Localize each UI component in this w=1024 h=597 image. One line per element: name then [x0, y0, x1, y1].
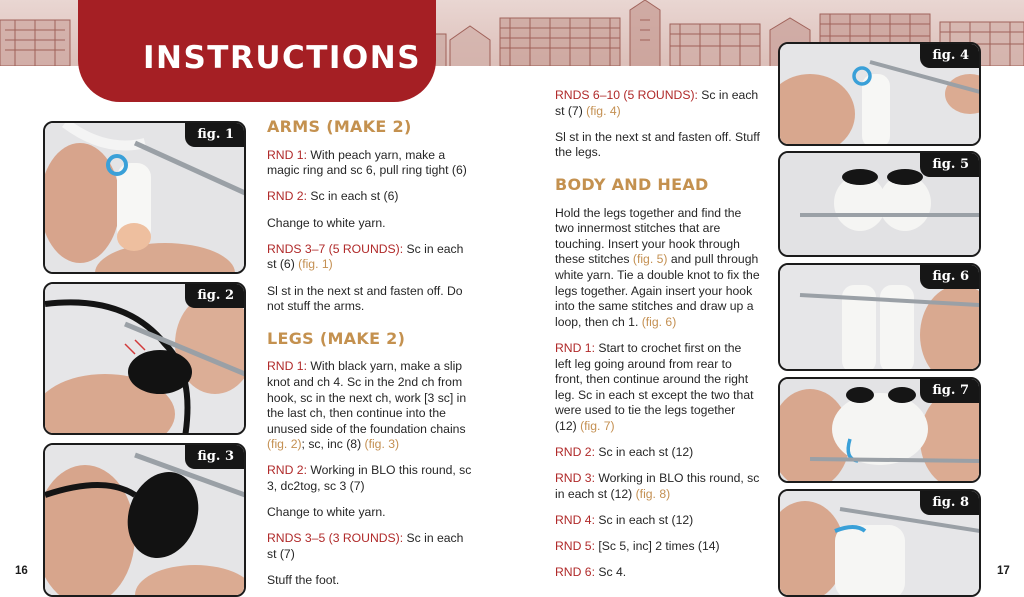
body-text: Hold the legs together and find the two innermost stitches that are touching. Insert your hook through these stitches: [555, 205, 742, 267]
fig-reference: (fig. 2): [267, 437, 302, 452]
arms-finish: Sl st in the next st and fasten off. Do not stuff the arms.: [267, 283, 463, 314]
round-label: RND 2:: [267, 463, 307, 478]
round-text: Start to crochet first on the left leg going around from rear to front, then continue around the right leg. Sc in each st except the two that were used to tie the legs together (12): [555, 340, 754, 433]
arms-change-yarn: Change to white yarn.: [267, 215, 386, 230]
round-text: Working in BLO this round, sc in each st (12): [555, 471, 760, 501]
page-title: INSTRUCTIONS: [143, 40, 422, 76]
fig-2-label: fig. 2: [185, 284, 244, 308]
round-text: Sc in each st (6): [306, 189, 399, 204]
arms-rnd1: [267, 148, 475, 179]
body-rnd4: [555, 513, 760, 529]
fig-reference: (fig. 1): [298, 257, 333, 272]
fig-reference: (fig. 3): [364, 437, 400, 452]
body-heading: BODY AND HEAD: [555, 174, 709, 194]
figure-6-photo: [778, 263, 981, 371]
fig-reference: (fig. 6): [641, 314, 677, 329]
round-text: Sc in each st (6): [267, 241, 464, 272]
legs-rnd2: [267, 463, 475, 494]
figure-5-photo: [778, 151, 981, 257]
fig-reference: (fig. 8): [635, 486, 671, 501]
round-label: RND 3:: [555, 471, 595, 486]
body-intro: [555, 206, 760, 331]
figure-3-photo: [43, 443, 246, 597]
body-rnd5: [555, 539, 760, 555]
fig-1-label: fig. 1: [185, 123, 244, 147]
arms-rnd2: [267, 189, 475, 205]
round-text: Sc in each st (7): [555, 88, 759, 118]
legs-rnd1: [267, 359, 475, 453]
legs-change-yarn: Change to white yarn.: [267, 505, 386, 520]
arms-rnds-3-7: [267, 242, 475, 273]
legs-stuff-foot: Stuff the foot.: [267, 573, 340, 588]
round-label: RND 4:: [555, 513, 595, 528]
legs-rnds-6-10: [555, 88, 760, 119]
column-arms-legs: [267, 119, 475, 597]
column-body-head: [555, 88, 760, 592]
round-label: RNDS 3–5 (3 ROUNDS):: [267, 531, 404, 546]
round-label: RND 1:: [267, 359, 307, 374]
page-number-left: 16: [15, 565, 28, 577]
fig-reference: (fig. 5): [632, 252, 668, 267]
round-label: RNDS 3–7 (5 ROUNDS):: [267, 241, 404, 256]
round-label: RND 5:: [555, 539, 595, 554]
round-label: RND 6:: [555, 565, 595, 580]
round-text: ; sc, inc (8): [301, 437, 365, 452]
fig-6-label: fig. 6: [920, 265, 979, 289]
legs-finish: Sl st in the next st and fasten off. Stuff the legs.: [555, 129, 760, 160]
fig-7-label: fig. 7: [920, 379, 979, 403]
round-text: Sc 4.: [594, 565, 627, 580]
body-rnd1: [555, 341, 760, 435]
figure-4-photo: [778, 42, 981, 146]
round-text: With peach yarn, make a magic ring and sc 6, pull ring tight (6): [267, 147, 467, 178]
fig-reference: (fig. 4): [586, 103, 621, 118]
round-text: [Sc 5, inc] 2 times (14): [594, 539, 720, 554]
round-label: RND 2:: [267, 189, 307, 204]
fig-3-label: fig. 3: [185, 445, 244, 469]
round-text: Sc in each st (7): [267, 531, 464, 562]
fig-8-label: fig. 8: [920, 491, 979, 515]
figure-1-photo: [43, 121, 246, 274]
page-number-right: 17: [997, 565, 1010, 577]
body-text: and pull through white yarn. Tie a double knot to fix the legs together. Again insert your hook into the same stitches and draw up a loop, then ch 1.: [555, 252, 760, 329]
round-label: RND 2:: [555, 445, 595, 460]
fig-4-label: fig. 4: [920, 44, 979, 68]
legs-heading: LEGS (MAKE 2): [267, 328, 406, 348]
body-rnd6: [555, 565, 760, 581]
figure-7-photo: [778, 377, 981, 483]
round-text: With black yarn, make a slip knot and ch 4. Sc in the 2nd ch from hook, sc in the next ch, work [3 sc] in the last ch, then continue into the unused side of the foundation chains: [267, 359, 467, 436]
figure-2-photo: [43, 282, 246, 435]
round-label: RND 1:: [267, 147, 307, 162]
round-text: Sc in each st (12): [594, 513, 694, 528]
figure-8-photo: [778, 489, 981, 597]
round-label: RND 1:: [555, 340, 595, 355]
fig-reference: (fig. 7): [580, 418, 615, 433]
round-text: Sc in each st (12): [594, 445, 694, 460]
body-rnd2: [555, 445, 760, 461]
round-label: RNDS 6–10 (5 ROUNDS):: [555, 88, 698, 102]
round-text: Working in BLO this round, sc 3, dc2tog, sc 3 (7): [267, 463, 472, 494]
body-rnd3: [555, 471, 760, 502]
arms-heading: ARMS (MAKE 2): [267, 117, 412, 136]
legs-rnds-3-5: [267, 531, 475, 562]
fig-5-label: fig. 5: [920, 153, 979, 177]
